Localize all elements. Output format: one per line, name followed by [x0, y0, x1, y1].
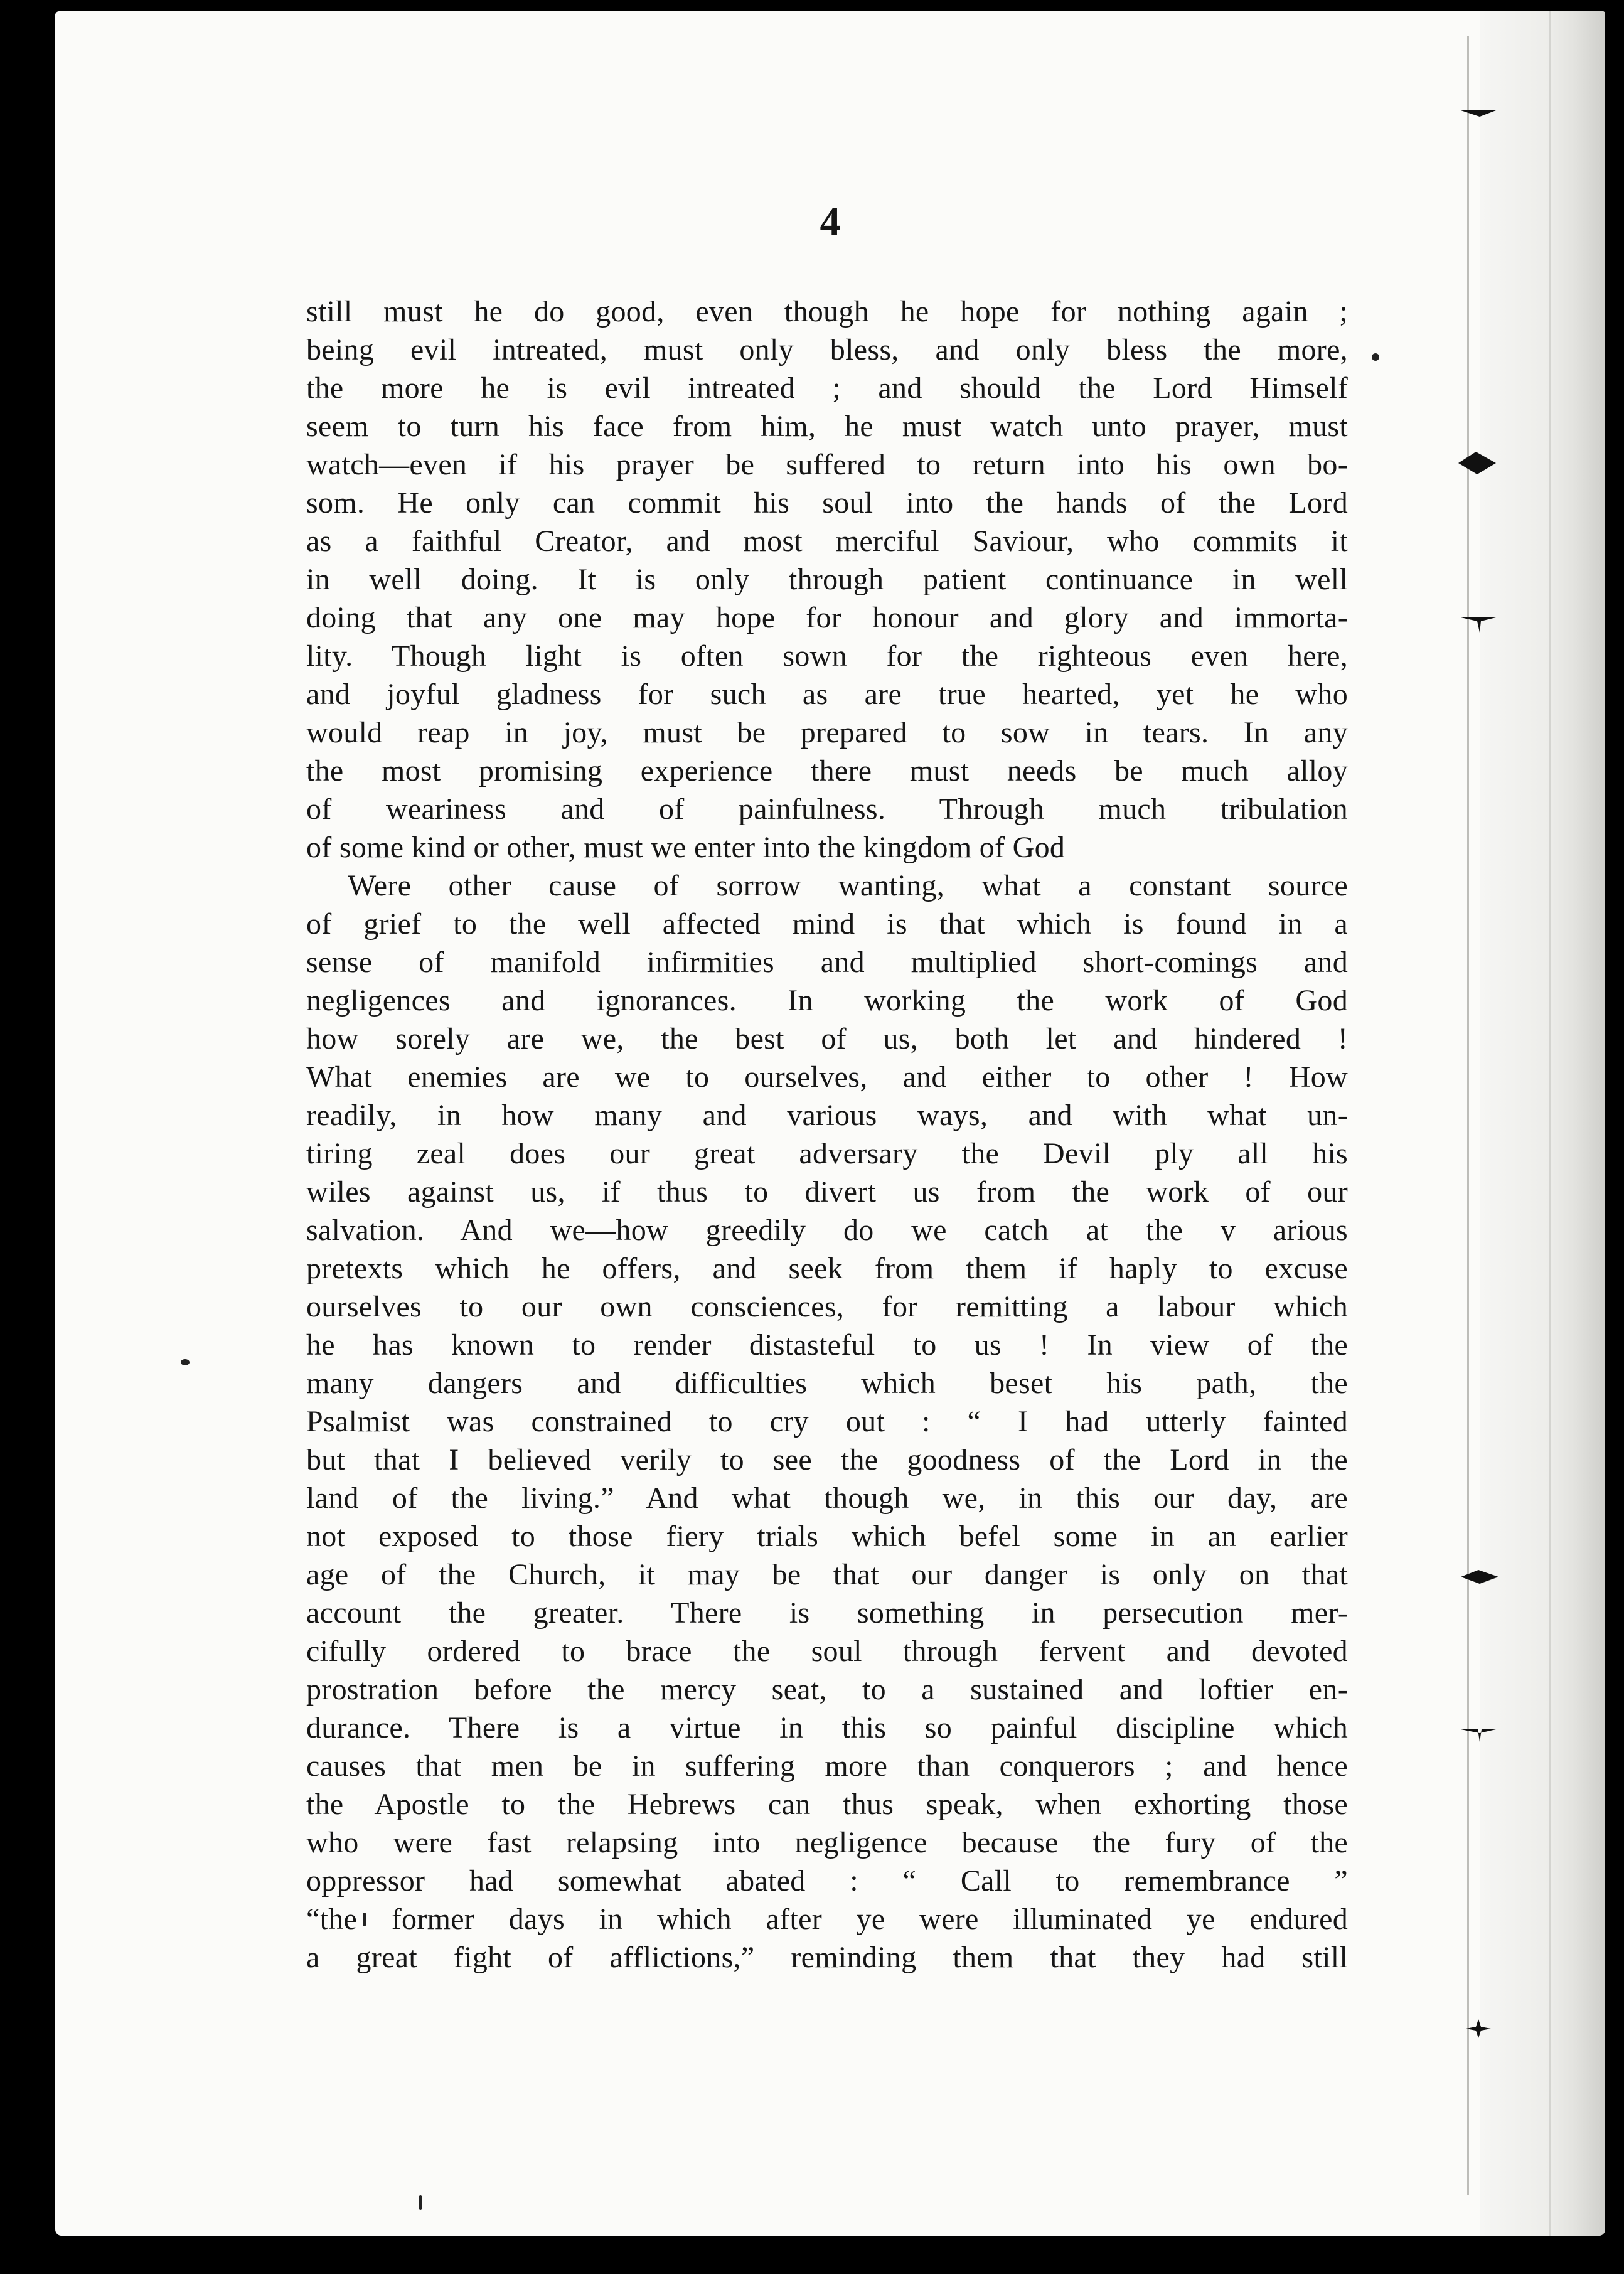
- text-line: not exposed to those fiery trials which befel some in an earlier: [306, 1520, 1348, 1553]
- text-line: readily, in how many and various ways, and with what un-: [306, 1099, 1348, 1132]
- text-line: of some kind or other, must we enter into the kingdom of God: [306, 831, 1066, 864]
- text-line: as a faithful Creator, and most merciful Saviour, who commits it: [306, 525, 1348, 558]
- text-line: the most promising experience there must needs be much alloy: [306, 754, 1348, 787]
- text-line: oppressor had somewhat abated : “ Call to remembrance ”: [306, 1864, 1348, 1898]
- text-line: but that I believed verily to see the goodness of the Lord in the: [306, 1443, 1348, 1476]
- text-line: durance. There is a virtue in this so painful discipline which: [306, 1711, 1348, 1744]
- binding-thread-mark: [1461, 1567, 1496, 1580]
- text-line: in well doing. It is only through patient continuance in well: [306, 563, 1348, 596]
- page-gutter-shadow: [1480, 11, 1605, 2236]
- page-fold-line: [1467, 36, 1469, 2195]
- text-line: being evil intreated, must only bless, and only bless the more,: [306, 333, 1348, 366]
- text-line: he has known to render distasteful to us ! In view of the: [306, 1328, 1348, 1362]
- body-text: [306, 292, 1348, 1977]
- text-line: wiles against us, if thus to divert us from the work of our: [306, 1175, 1348, 1209]
- binding-thread-mark: [1461, 614, 1496, 626]
- text-line: sense of manifold infirmities and multiplied short-comings and: [306, 946, 1348, 979]
- text-line: and joyful gladness for such as are true hearted, yet he who: [306, 678, 1348, 711]
- text-line: land of the living.” And what though we, in this our day, are: [306, 1481, 1348, 1515]
- text-line: What enemies are we to ourselves, and either to other ! How: [306, 1060, 1348, 1094]
- text-line: Psalmist was constrained to cry out : “ I had utterly fainted: [306, 1405, 1348, 1438]
- paper-speck: [419, 2195, 422, 2210]
- page-edge-line: [1549, 11, 1551, 2236]
- text-line: causes that men be in suffering more than conquerors ; and hence: [306, 1749, 1348, 1783]
- text-line: account the greater. There is something in persecution mer-: [306, 1596, 1348, 1630]
- text-line: pretexts which he offers, and seek from them if haply to excuse: [306, 1252, 1348, 1285]
- text-line: a great fight of afflictions,” reminding them that they had still: [306, 1941, 1348, 1974]
- text-line: of grief to the well affected mind is that which is found in a: [306, 907, 1348, 941]
- text-line: lity. Though light is often sown for the righteous even here,: [306, 639, 1348, 673]
- text-line: the Apostle to the Hebrews can thus speak, when exhorting those: [306, 1788, 1348, 1821]
- paper-speck: [1372, 353, 1379, 361]
- text-line: age of the Church, it may be that our danger is only on that: [306, 1558, 1348, 1591]
- text-line: doing that any one may hope for honour and glory and immorta-: [306, 601, 1348, 634]
- paragraph-first-line: Were other cause of sorrow wanting, what a constant source: [348, 869, 1348, 902]
- text-line: would reap in joy, must be prepared to sow in tears. In any: [306, 716, 1348, 749]
- text-line: “the former days in which after ye were illuminated ye endured: [306, 1903, 1348, 1936]
- text-line: cifully ordered to brace the soul through fervent and devoted: [306, 1635, 1348, 1668]
- binding-thread-mark: [1461, 1724, 1496, 1737]
- binding-thread-mark: [1458, 451, 1493, 463]
- text-line: who were fast relapsing into negligence because the fury of the: [306, 1826, 1348, 1859]
- text-line: ourselves to our own consciences, for remitting a labour which: [306, 1290, 1348, 1323]
- text-line: prostration before the mercy seat, to a sustained and loftier en-: [306, 1673, 1348, 1706]
- text-line: tiring zeal does our great adversary the Devil ply all his: [306, 1137, 1348, 1170]
- binding-thread-mark: [1461, 105, 1496, 118]
- text-line: salvation. And we—how greedily do we catch at the v arious: [306, 1214, 1348, 1247]
- text-line: negligences and ignorances. In working the work of God: [306, 984, 1348, 1017]
- text-line: still must he do good, even though he hope for nothing again ;: [306, 295, 1348, 328]
- text-line: many dangers and difficulties which beset his path, the: [306, 1367, 1348, 1400]
- page-number: 4: [820, 199, 841, 245]
- text-line: seem to turn his face from him, he must watch unto prayer, must: [306, 410, 1348, 443]
- paper-speck: [181, 1359, 190, 1365]
- text-line: som. He only can commit his soul into the hands of the Lord: [306, 486, 1348, 520]
- binding-thread-mark: [1466, 2019, 1501, 2032]
- text-line: the more he is evil intreated ; and should the Lord Himself: [306, 371, 1348, 405]
- text-line: of weariness and of painfulness. Through much tribulation: [306, 793, 1348, 826]
- text-line: watch—even if his prayer be suffered to return into his own bo-: [306, 448, 1348, 481]
- text-line: how sorely are we, the best of us, both let and hindered !: [306, 1022, 1348, 1055]
- book-page: [55, 11, 1605, 2236]
